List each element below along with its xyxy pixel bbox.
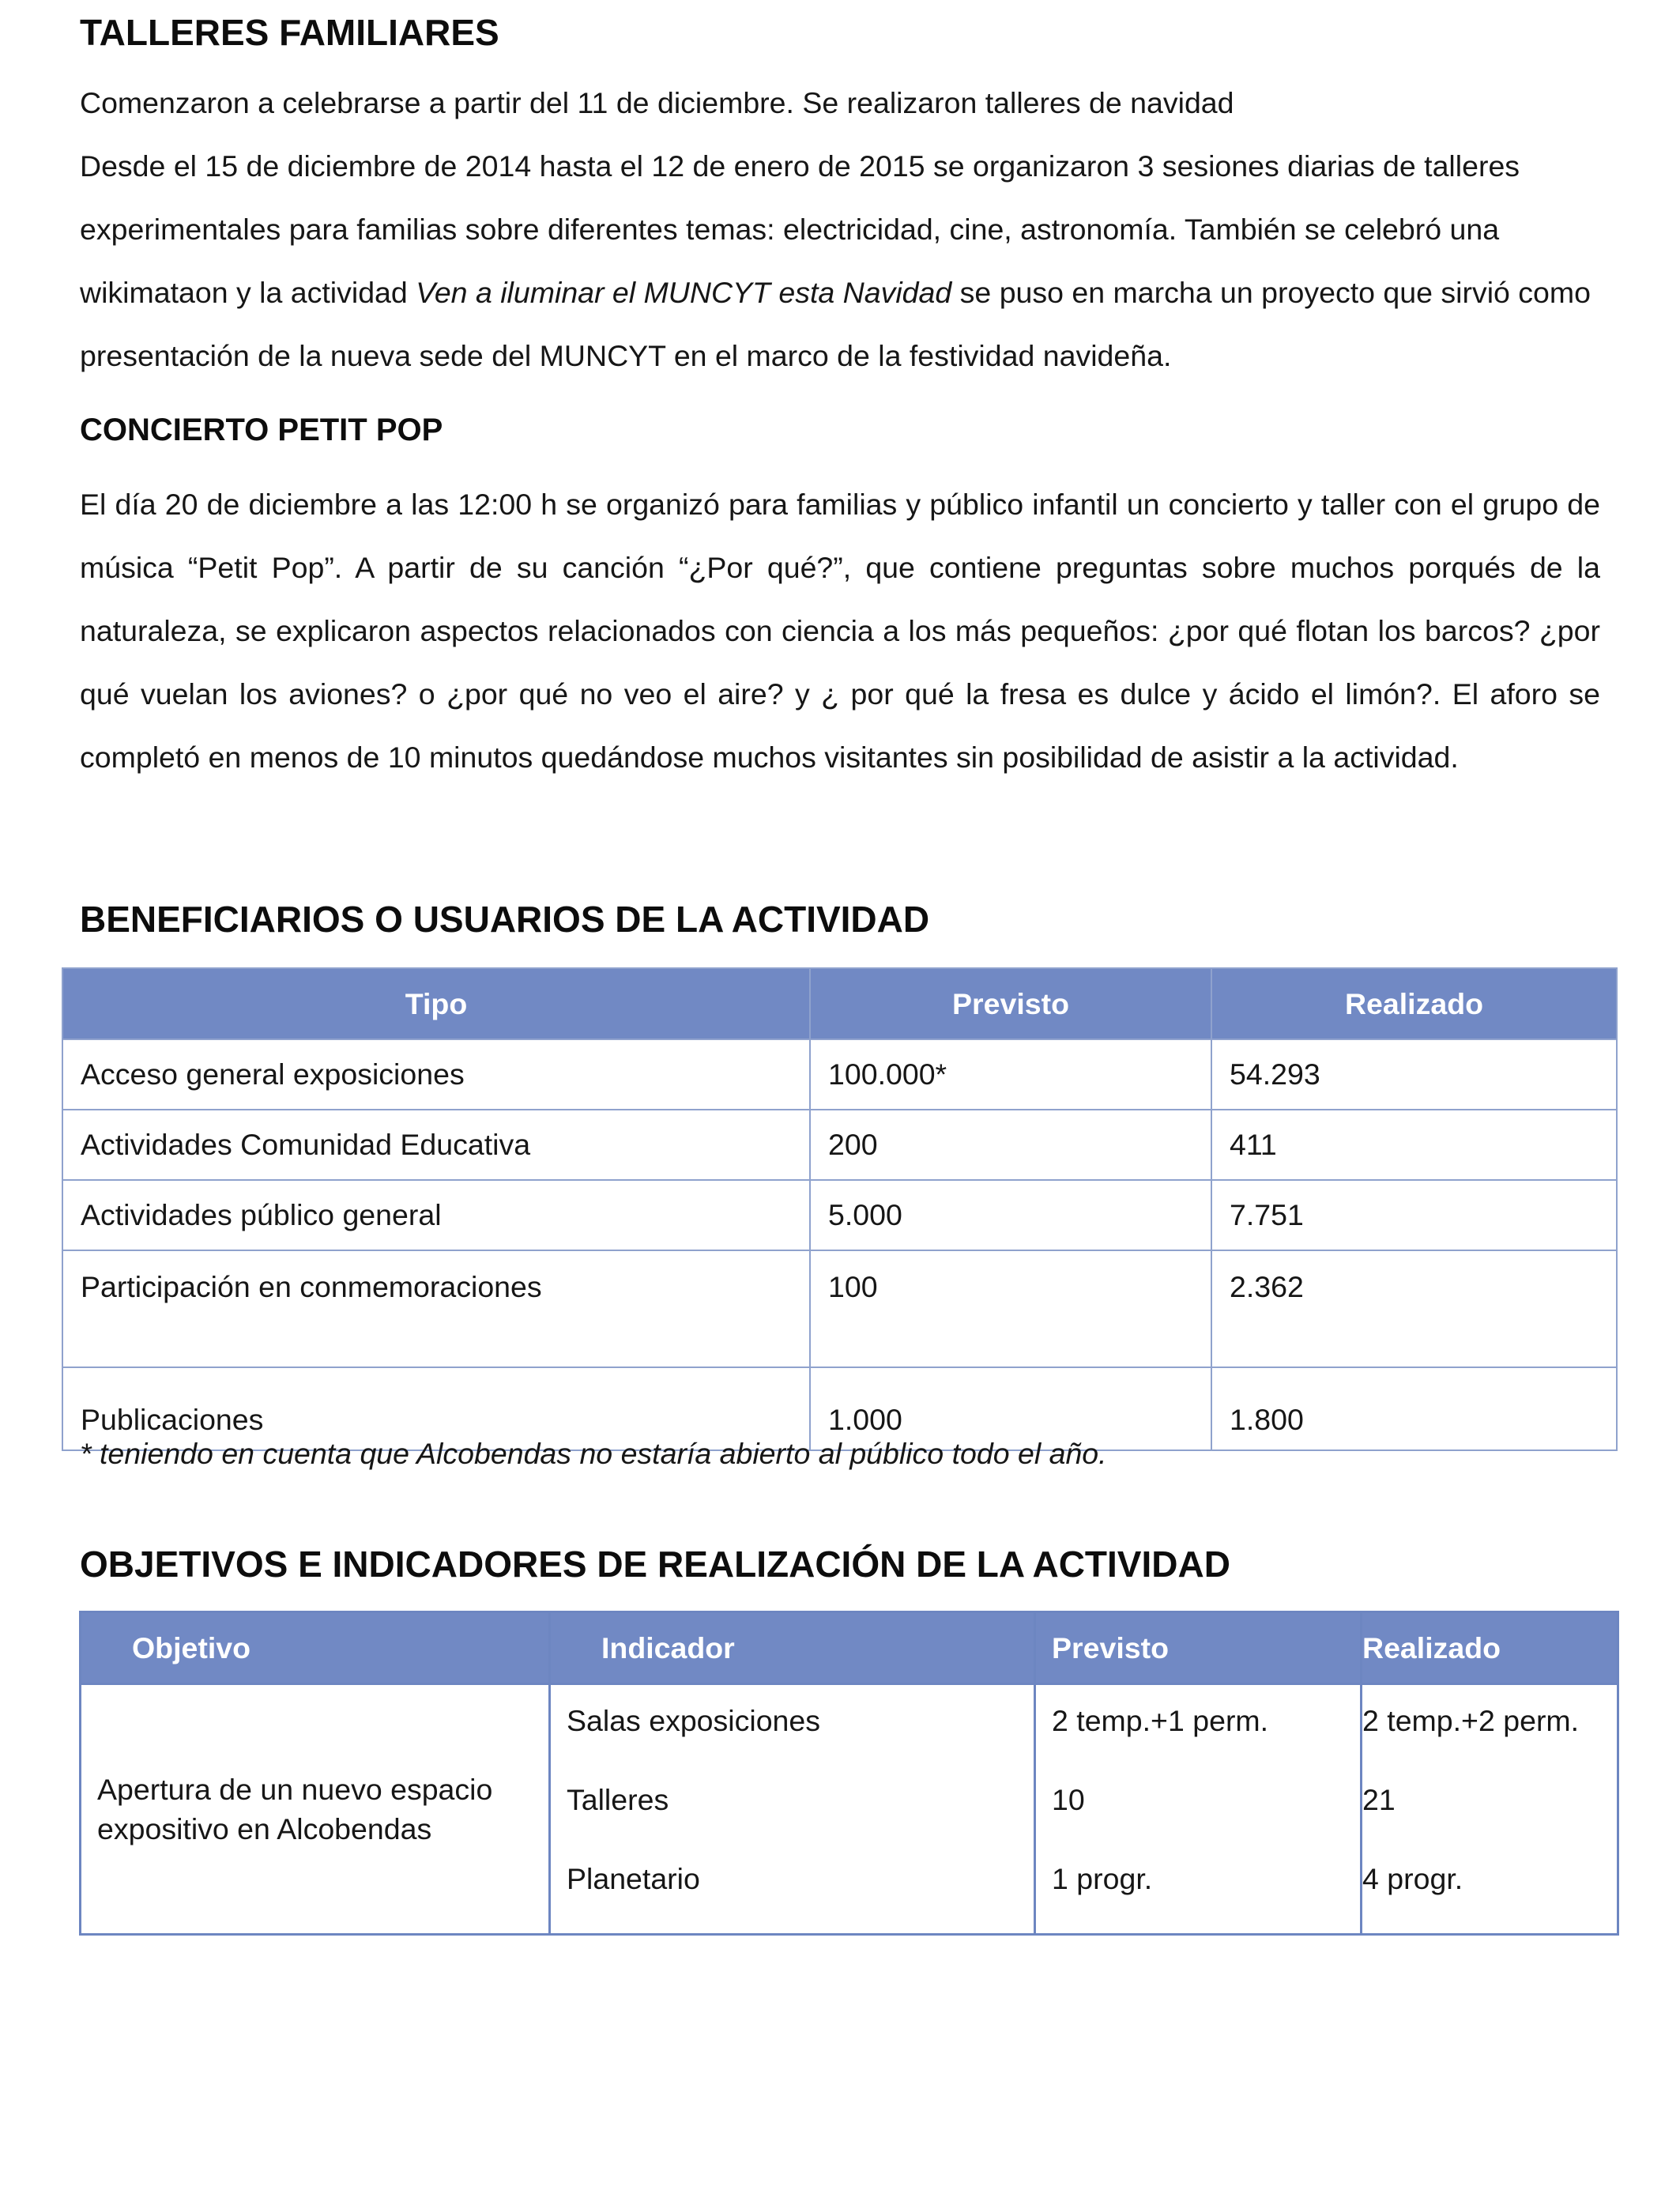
table-row xyxy=(62,1110,1617,1180)
indicador-item: Talleres xyxy=(567,1783,669,1816)
header-tipo: Tipo xyxy=(62,968,810,1039)
table-row xyxy=(62,1039,1617,1110)
previsto-item: 10 xyxy=(1052,1783,1085,1816)
cell-realizado: 7.751 xyxy=(1211,1180,1617,1250)
realizado-item: 21 xyxy=(1362,1783,1396,1816)
talleres-intro-line: Comenzaron a celebrarse a partir del 11 de diciembre. Se realizaron talleres de navidad xyxy=(80,86,1234,119)
header-realizado: Realizado xyxy=(1211,968,1617,1039)
talleres-paragraph xyxy=(80,134,1600,387)
cell-previsto: 1.000 xyxy=(810,1367,1211,1450)
concierto-paragraph: El día 20 de diciembre a las 12:00 h se organizó para familias y público infantil un concierto y taller con el grupo de música “Petit Pop”. A partir de su canción “¿Por qué?”, que contiene preguntas sobre muchos porqués de la naturaleza, se explicaron aspectos relacionados con ciencia a los más pequeños: ¿por qué flotan los barcos? ¿por qué vuelan los aviones? o ¿por qué no veo el aire? y ¿ por qué la fresa es dulce y ácido el limón?. El aforo se completó en menos de 10 minutos quedándose muchos visitantes sin posibilidad de asistir a la actividad. xyxy=(80,488,1600,774)
realizado-item: 2 temp.+2 perm. xyxy=(1362,1704,1580,1737)
table-row xyxy=(81,1684,1618,1935)
header-previsto: Previsto xyxy=(1035,1612,1362,1684)
talleres-activity-name: Ven a iluminar el MUNCYT esta Navidad xyxy=(416,276,952,309)
cell-realizado: 2.362 xyxy=(1211,1250,1617,1367)
realizado-item: 4 progr. xyxy=(1362,1862,1463,1895)
cell-indicadores xyxy=(550,1684,1035,1935)
cell-previsto: 5.000 xyxy=(810,1180,1211,1250)
cell-previsto: 100.000* xyxy=(810,1039,1211,1110)
cell-realizado xyxy=(1362,1684,1618,1935)
heading-objetivos: OBJETIVOS E INDICADORES DE REALIZACIÓN DE LA ACTIVIDAD xyxy=(80,1544,1230,1585)
cell-realizado: 411 xyxy=(1211,1110,1617,1180)
talleres-text-b: se puso en marcha un proyecto que sirvió como presentación de la nueva sede del MUNCYT en el marco de la festividad navideña. xyxy=(80,276,1591,372)
header-realizado: Realizado xyxy=(1362,1612,1618,1684)
heading-talleres: TALLERES FAMILIARES xyxy=(80,12,499,53)
cell-tipo: Publicaciones xyxy=(62,1367,810,1450)
heading-concierto: CONCIERTO PETIT POP xyxy=(80,413,443,447)
cell-previsto: 100 xyxy=(810,1250,1211,1367)
cell-realizado: 1.800 xyxy=(1211,1367,1617,1450)
header-objetivo: Objetivo xyxy=(81,1612,550,1684)
table-row xyxy=(62,1180,1617,1250)
previsto-item: 2 temp.+1 perm. xyxy=(1052,1704,1269,1737)
talleres-text-a: Desde el 15 de diciembre de 2014 hasta el 12 de enero de 2015 se organizaron 3 sesiones diarias de talleres experimentales para familias sobre diferentes temas: electricidad, cine, astronomía. También se celebró una wikimataon y la actividad xyxy=(80,149,1520,309)
cell-previsto xyxy=(1035,1684,1362,1935)
table-row xyxy=(62,1250,1617,1367)
indicador-item: Salas exposiciones xyxy=(567,1704,821,1737)
cell-tipo: Actividades público general xyxy=(62,1180,810,1250)
previsto-item: 1 progr. xyxy=(1052,1862,1153,1895)
cell-tipo: Actividades Comunidad Educativa xyxy=(62,1110,810,1180)
table-header-row xyxy=(81,1612,1618,1684)
header-indicador: Indicador xyxy=(550,1612,1035,1684)
cell-objetivo: Apertura de un nuevo espacio expositivo en Alcobendas xyxy=(81,1684,550,1935)
indicador-item: Planetario xyxy=(567,1862,700,1895)
header-previsto: Previsto xyxy=(810,968,1211,1039)
beneficiarios-table xyxy=(62,967,1618,1451)
cell-tipo: Participación en conmemoraciones xyxy=(62,1250,810,1367)
cell-tipo: Acceso general exposiciones xyxy=(62,1039,810,1110)
cell-previsto: 200 xyxy=(810,1110,1211,1180)
cell-realizado: 54.293 xyxy=(1211,1039,1617,1110)
table-header-row xyxy=(62,968,1617,1039)
objetivos-table xyxy=(79,1611,1619,1936)
table-footnote: * teniendo en cuenta que Alcobendas no estaría abierto al público todo el año. xyxy=(80,1437,1107,1470)
heading-beneficiarios: BENEFICIARIOS O USUARIOS DE LA ACTIVIDAD xyxy=(80,899,930,940)
